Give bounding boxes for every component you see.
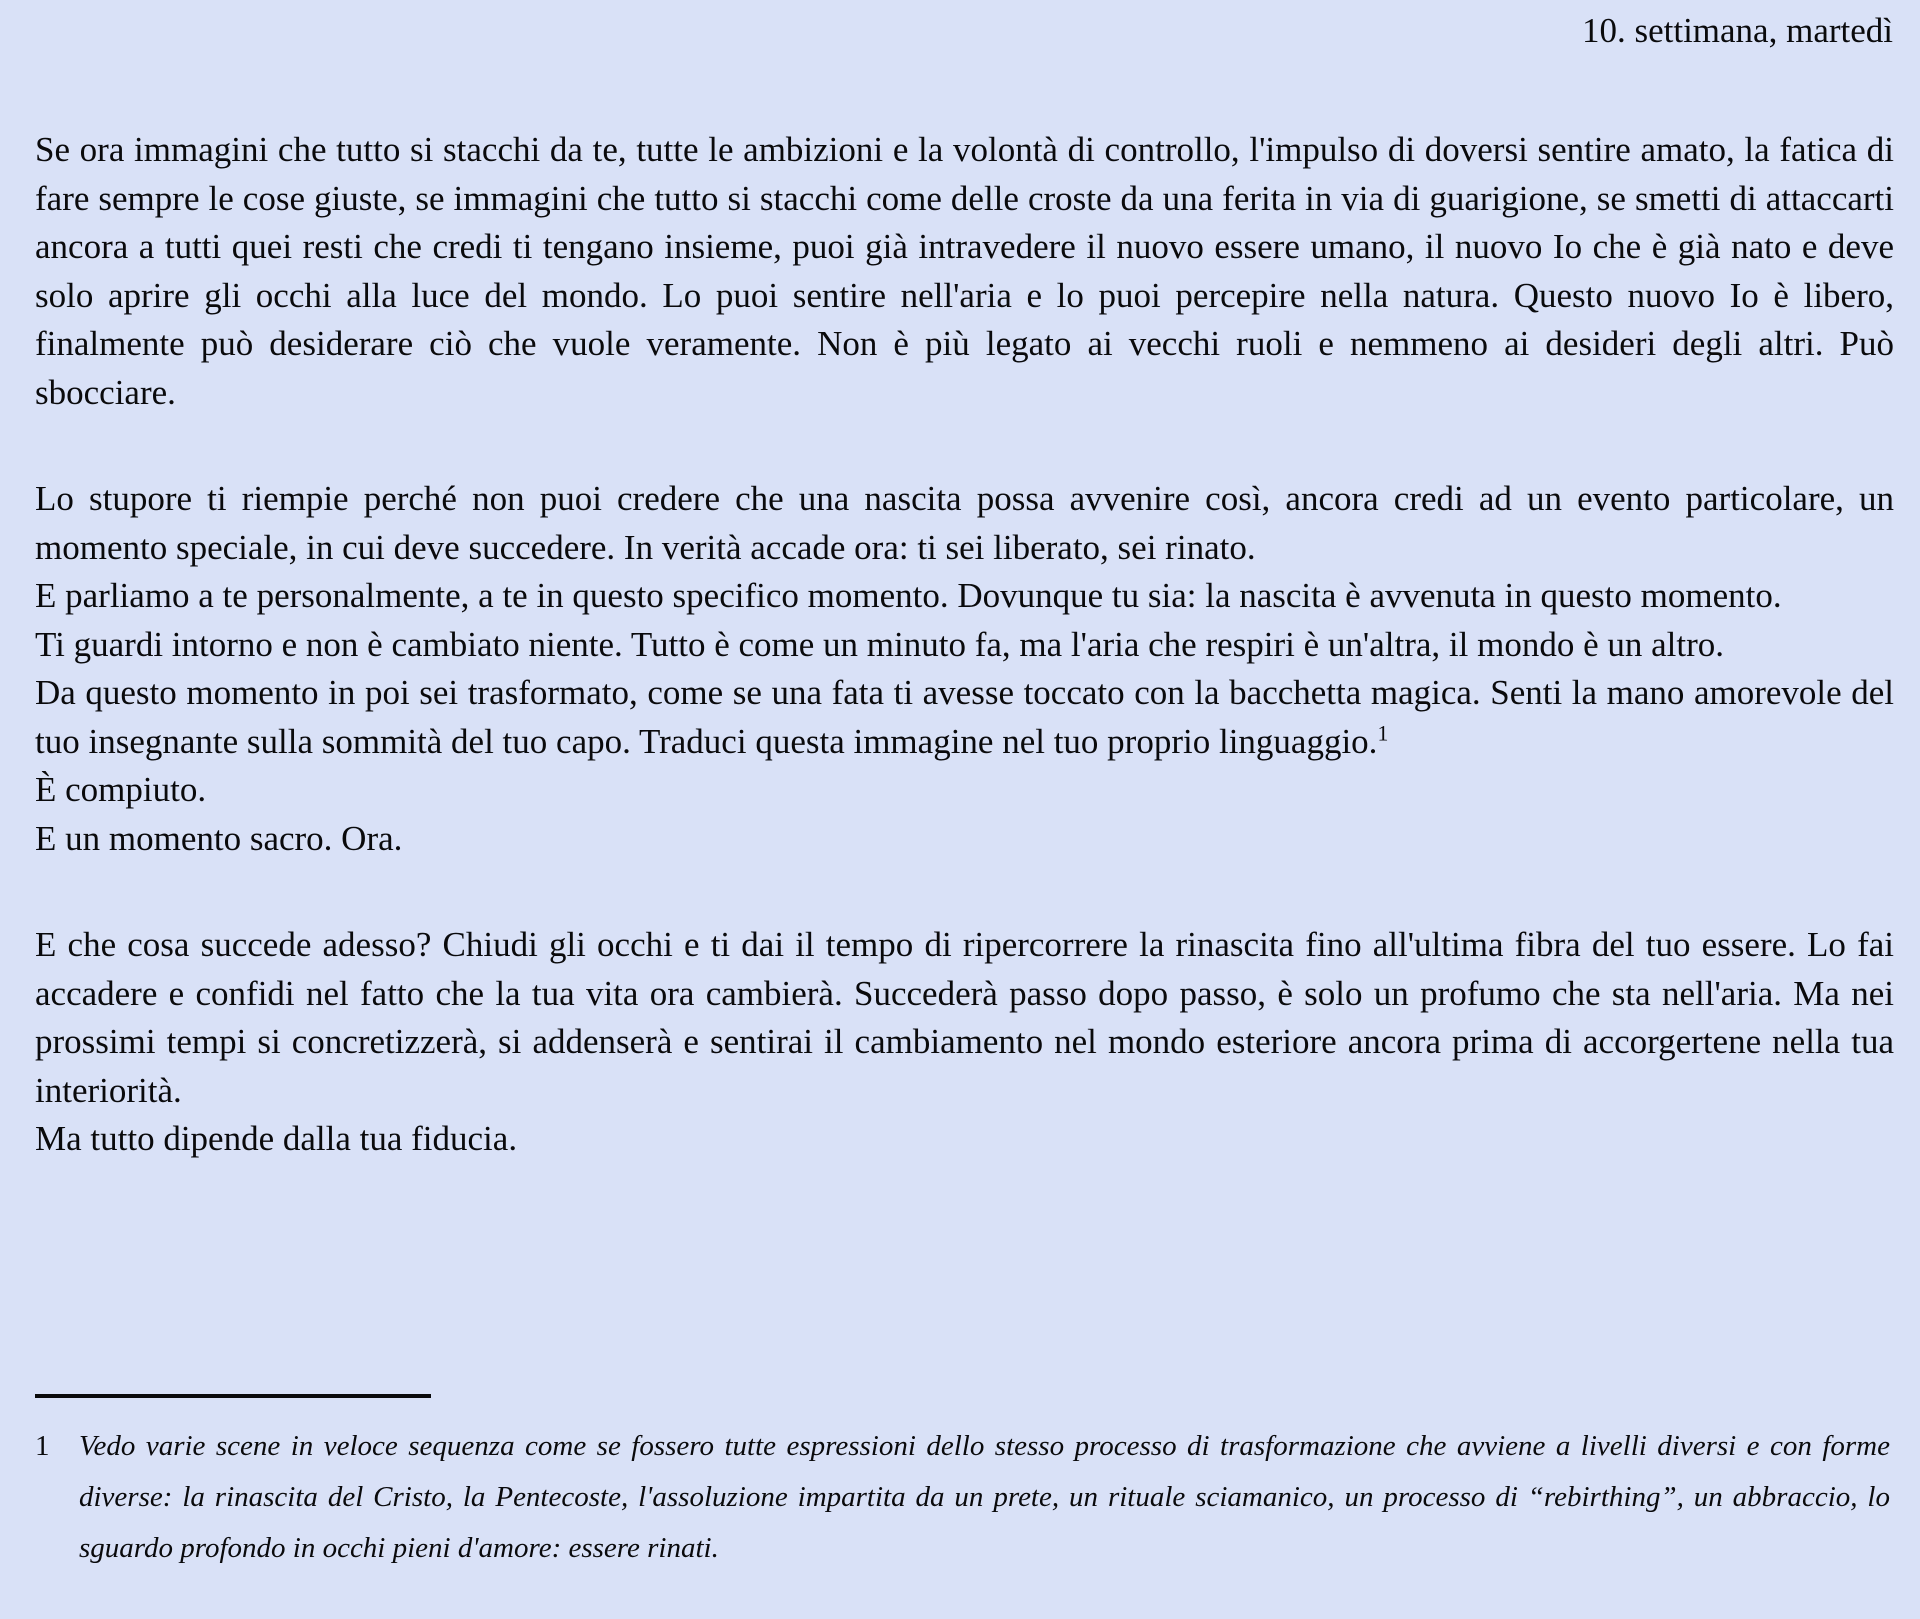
- footnote-reference: 1: [1377, 720, 1389, 745]
- paragraph-with-footnote: [35, 669, 1894, 766]
- paragraph: Ti guardi intorno e non è cambiato niente. Tutto è come un minuto fa, ma l'aria che respiri è un'altra, il mondo è un altro.: [35, 624, 1724, 664]
- paragraph: Ma tutto dipende dalla tua fiducia.: [35, 1119, 518, 1158]
- document-body: [35, 126, 1894, 1164]
- paragraph: Lo stupore ti riempie perché non puoi credere che una nascita possa avvenire così, ancora credi ad un evento particolare, un momento speciale, in cui deve succedere. In verità accade ora: ti sei liberato, sei rinato.: [35, 479, 1894, 567]
- paragraph: E un momento sacro. Ora.: [35, 818, 403, 858]
- footnote: [35, 1421, 1890, 1574]
- footnote-area: [35, 1394, 1890, 1574]
- paragraph-text: Da questo momento in poi sei trasformato, come se una fata ti avesse toccato con la bacchetta magica. Senti la mano amorevole del tuo insegnante sulla sommità del tuo capo. Traduci questa immagine nel tuo proprio linguaggio.: [35, 673, 1894, 761]
- footnote-separator-rule: [35, 1394, 431, 1398]
- paragraph: E parliamo a te personalmente, a te in questo specifico momento. Dovunque tu sia: la nascita è avvenuta in questo momento.: [35, 576, 1782, 615]
- week-day-heading: 10. settimana, martedì: [1581, 11, 1893, 50]
- paragraph: È compiuto.: [35, 770, 207, 809]
- page-header: [35, 10, 1893, 52]
- paragraph: Se ora immagini che tutto si stacchi da te, tutte le ambizioni e la volontà di controllo, l'impulso di doversi sentire amato, la fatica di fare sempre le cose giuste, se immagini che tutto si stacchi come delle croste da una ferita in via di guarigione, se smetti di attaccarti ancora a tutti quei resti che credi ti tengano insieme, puoi già intravedere il nuovo essere umano, il nuovo Io che è già nato e deve solo aprire gli occhi alla luce del mondo. Lo puoi sentire nell'aria e lo puoi percepire nella natura. Questo nuovo Io è libero, finalmente può desiderare ciò che vuole veramente. Non è più legato ai vecchi ruoli e nemmeno ai desideri degli altri. Può sbocciare.: [35, 130, 1894, 412]
- footnote-number: 1: [35, 1430, 50, 1462]
- paragraph: E che cosa succede adesso? Chiudi gli occhi e ti dai il tempo di ripercorrere la rinascita fino all'ultima fibra del tuo essere. Lo fai accadere e confidi nel fatto che la tua vita ora cambierà. Succederà passo dopo passo, è solo un profumo che sta nell'aria. Ma nei prossimi tempi si concretizzerà, si addenserà e sentirai il cambiamento nel mondo esteriore ancora prima di accorgertene nella tua interiorità.: [35, 925, 1894, 1110]
- footnote-text: Vedo varie scene in veloce sequenza come se fossero tutte espressioni dello stesso processo di trasformazione che avviene a livelli diversi e con forme diverse: la rinascita del Cristo, la Pentecoste, l'assoluzione impartita da un prete, un rituale sciamanico, un processo di “rebirthing”, un abbraccio, lo sguardo profondo in occhi pieni d'amore: essere rinati.: [79, 1430, 1890, 1564]
